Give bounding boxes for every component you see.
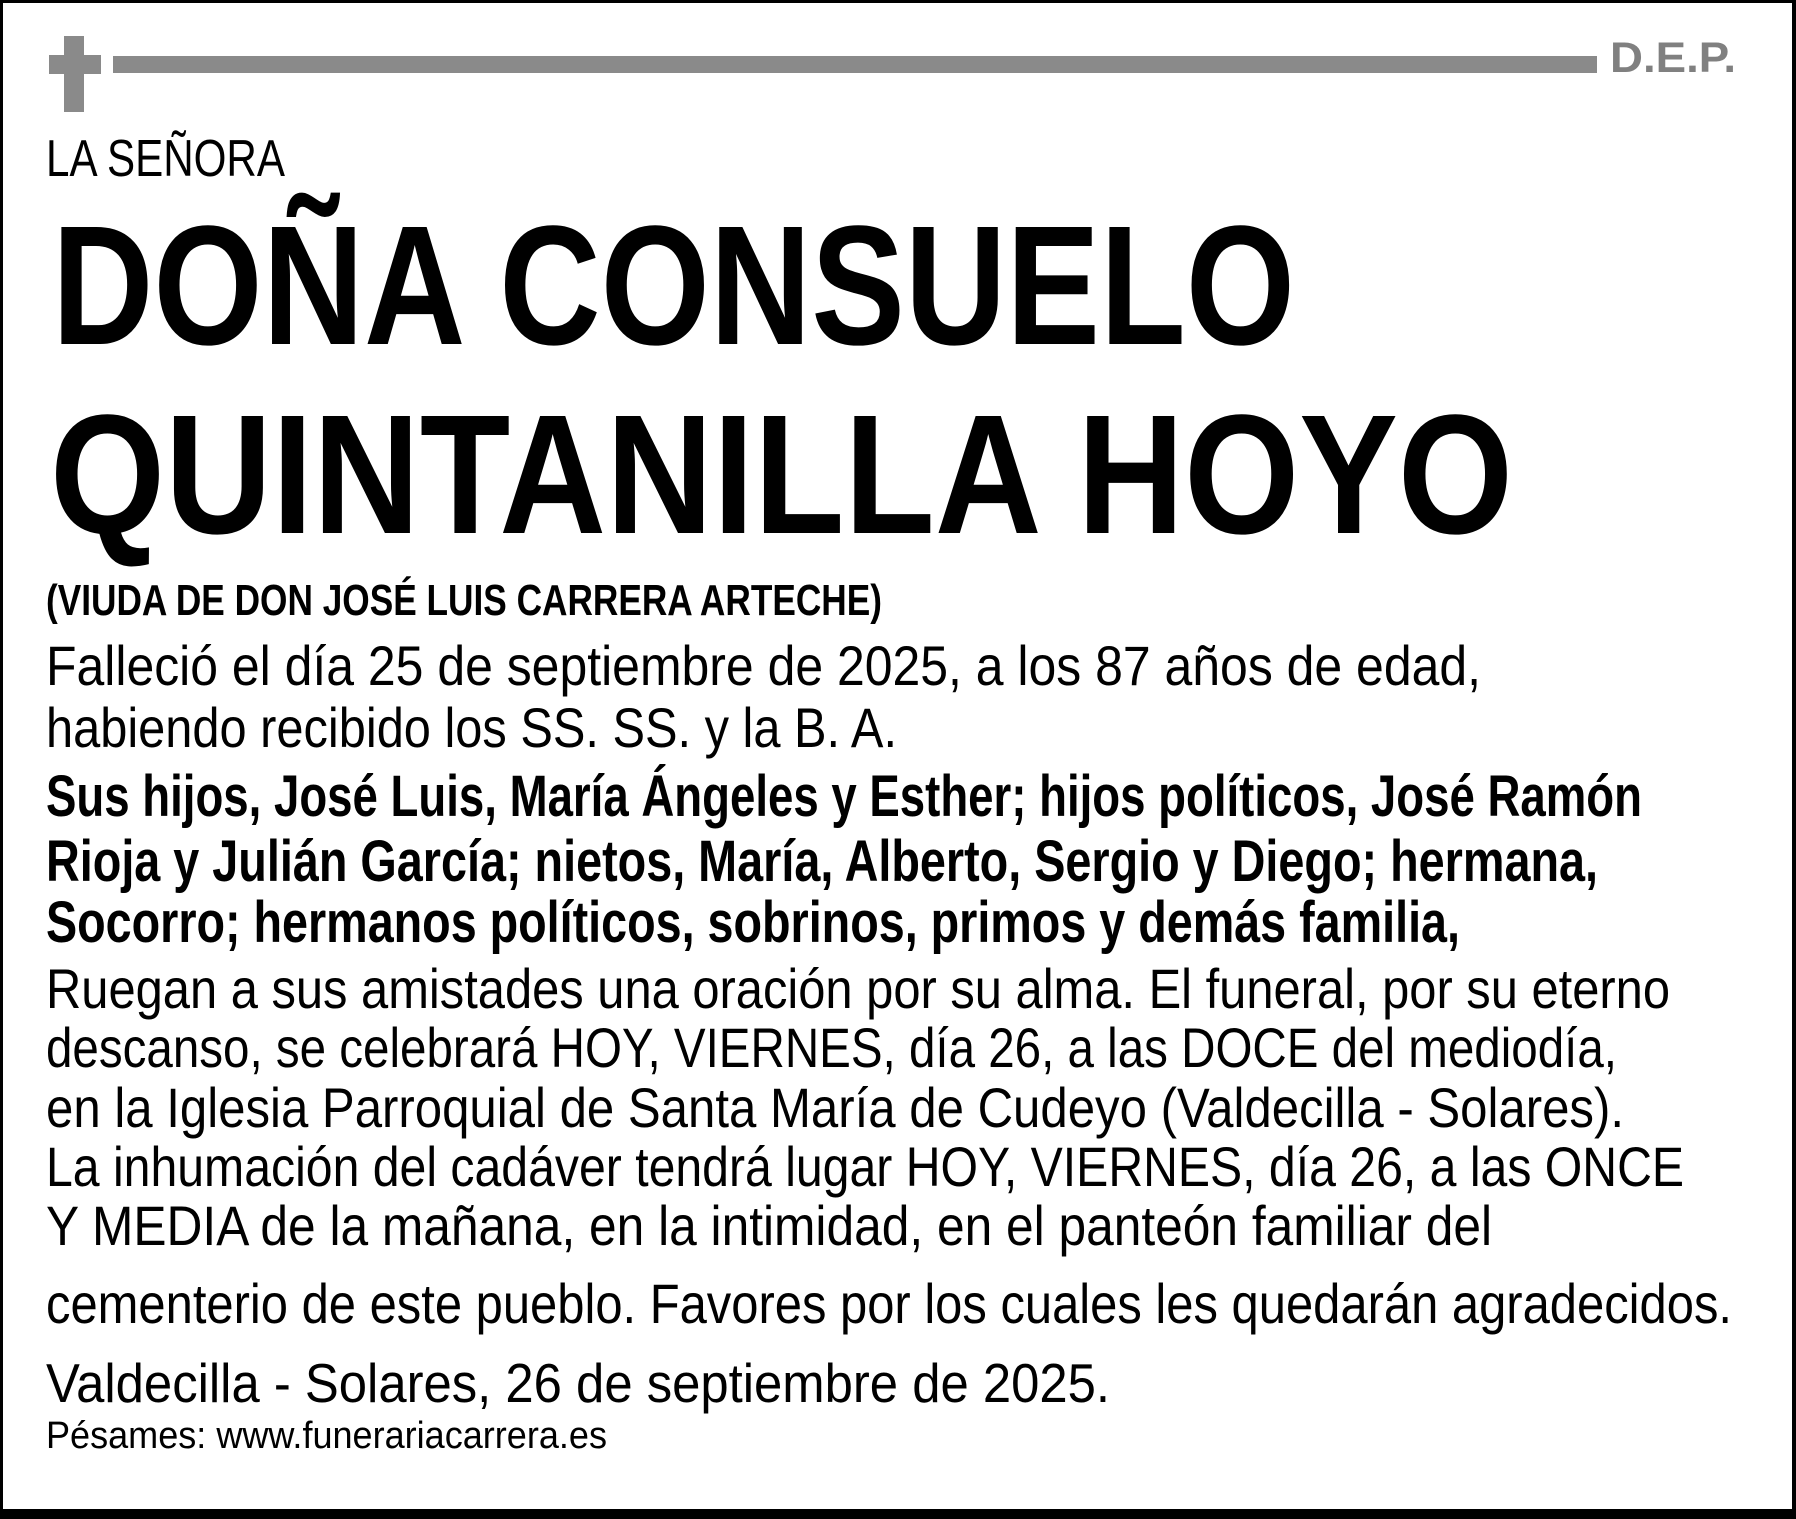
deceased-name-line-1 xyxy=(52,191,1295,381)
condolences-label: Pésames: xyxy=(46,1415,207,1457)
cross-icon-arm xyxy=(49,55,101,74)
widow-of xyxy=(46,576,882,625)
family-line-text: Sus hijos, José Luis, María Ángeles y Esther; hijos políticos, José Ramón xyxy=(46,764,1642,829)
request-line xyxy=(46,1076,1624,1139)
condolences-link[interactable]: www.funerariacarrera.es xyxy=(216,1415,607,1457)
condolences-text xyxy=(46,1417,607,1455)
request-line-text: La inhumación del cadáver tendrá lugar HOY, VIERNES, día 26, a las ONCE xyxy=(46,1135,1684,1198)
widow-of-text: (VIUDA DE DON JOSÉ LUIS CARRERA ARTECHE) xyxy=(46,576,882,625)
request-line-text: Y MEDIA de la mañana, en la intimidad, en el panteón familiar del xyxy=(46,1194,1492,1257)
family-line xyxy=(46,890,1460,955)
request-line xyxy=(46,1194,1492,1257)
family-line-text: Socorro; hermanos políticos, sobrinos, primos y demás familia, xyxy=(46,890,1460,955)
honorific xyxy=(46,130,285,188)
request-line xyxy=(46,1135,1684,1198)
request-line-text: cementerio de este pueblo. Favores por los cuales les quedarán agradecidos. xyxy=(46,1272,1732,1335)
family-line-text: Rioja y Julián García; nietos, María, Alberto, Sergio y Diego; hermana, xyxy=(46,829,1598,894)
death-line xyxy=(46,696,897,759)
request-line-text: en la Iglesia Parroquial de Santa María de Cudeyo (Valdecilla - Solares). xyxy=(46,1076,1624,1139)
dep-text: D.E.P. xyxy=(1610,34,1736,82)
honorific-text: LA SEÑORA xyxy=(46,130,285,188)
family-line xyxy=(46,764,1642,829)
death-line-text: habiendo recibido los SS. SS. y la B. A. xyxy=(46,696,897,759)
death-line-text: Falleció el día 25 de septiembre de 2025, a los 87 años de edad, xyxy=(46,634,1481,697)
condolences xyxy=(46,1417,607,1455)
name-line-2-text: QUINTANILLA HOYO xyxy=(50,380,1513,570)
dep-label xyxy=(1610,34,1736,82)
request-line xyxy=(46,1272,1732,1335)
place-date-text: Valdecilla - Solares, 26 de septiembre de 2025. xyxy=(46,1352,1110,1414)
request-line xyxy=(46,1016,1617,1079)
cross-icon xyxy=(64,36,84,112)
request-line-text: descanso, se celebrará HOY, VIERNES, día 26, a las DOCE del mediodía, xyxy=(46,1016,1617,1079)
name-line-1-text: DOÑA CONSUELO xyxy=(52,191,1295,381)
family-line xyxy=(46,829,1598,894)
request-line-text: Ruegan a sus amistades una oración por su alma. El funeral, por su eterno xyxy=(46,957,1670,1020)
death-line xyxy=(46,634,1481,697)
deceased-name-line-2 xyxy=(50,380,1513,570)
header-rule xyxy=(113,56,1597,73)
request-line xyxy=(46,957,1670,1020)
place-date xyxy=(46,1352,1110,1414)
